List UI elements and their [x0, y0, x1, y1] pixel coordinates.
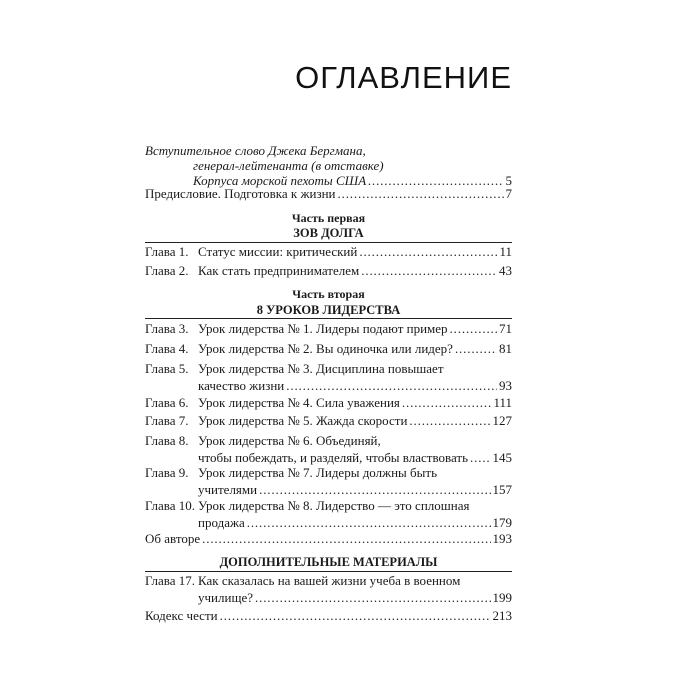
entry-text: Кодекс чести [145, 608, 218, 623]
chapter-title: Урок лидерства № 3. Дисциплина повышает [198, 361, 444, 376]
dot-leader [220, 608, 491, 623]
toc-entry-chapter[interactable] [145, 433, 512, 465]
toc-entry-chapter[interactable] [145, 244, 512, 259]
chapter-title: Урок лидерства № 8. Лидерство — это сплошная [198, 498, 470, 513]
page-number: 179 [492, 515, 512, 530]
page-number: 213 [492, 608, 512, 623]
toc-entry-foreword[interactable] [145, 143, 512, 188]
dot-leader [255, 590, 491, 605]
page-number: 193 [492, 531, 512, 546]
chapter-title: Статус миссии: критический [198, 244, 358, 259]
chapter-title: Урок лидерства № 1. Лидеры подают пример [198, 321, 448, 336]
toc-entry-honor-code[interactable] [145, 608, 512, 623]
extra-materials-title: ДОПОЛНИТЕЛЬНЫЕ МАТЕРИАЛЫ [219, 555, 438, 569]
chapter-label: Глава 10. [145, 498, 196, 513]
page-number: 199 [492, 590, 512, 605]
chapter-label: Глава 2. [145, 263, 189, 278]
page-number: 93 [499, 378, 512, 393]
dot-leader [455, 341, 497, 356]
chapter-label: Глава 4. [145, 341, 189, 356]
page-number: 11 [499, 244, 512, 259]
chapter-title-cont: чтобы побеждать, и разделяй, чтобы властвовать [198, 450, 469, 465]
part-1-label: Часть первая [291, 211, 366, 225]
dot-leader [450, 321, 497, 336]
toc-entry-chapter[interactable] [145, 573, 512, 605]
divider [145, 318, 512, 319]
entry-text: Предисловие. Подготовка к жизни [145, 186, 336, 201]
dot-leader [247, 515, 491, 530]
chapter-title-cont: учителями [198, 482, 258, 497]
foreword-line-2: генерал-лейтенанта (в отставке) [193, 158, 384, 173]
dot-leader [338, 186, 504, 201]
page-number: 71 [499, 321, 512, 336]
page-number: 5 [505, 173, 512, 188]
page-number: 43 [499, 263, 512, 278]
chapter-title: Урок лидерства № 7. Лидеры должны быть [198, 465, 438, 480]
chapter-title: Как сказалась на вашей жизни учеба в военном [198, 573, 461, 588]
dot-leader [359, 244, 497, 259]
dot-leader [470, 450, 490, 465]
dot-leader [286, 378, 497, 393]
chapter-label: Глава 6. [145, 395, 189, 410]
divider [145, 242, 512, 243]
chapter-label: Глава 1. [145, 244, 189, 259]
chapter-title: Урок лидерства № 6. Объединяй, [198, 433, 381, 448]
toc-entry-chapter[interactable] [145, 498, 512, 530]
chapter-title: Урок лидерства № 4. Сила уважения [198, 395, 400, 410]
dot-leader [259, 482, 490, 497]
toc-entry-chapter[interactable] [145, 263, 512, 278]
part-2-title: 8 УРОКОВ ЛИДЕРСТВА [256, 303, 401, 317]
page-number: 111 [493, 395, 512, 410]
toc-entry-chapter[interactable] [145, 395, 512, 410]
chapter-title-cont: продажа [198, 515, 245, 530]
page-number: 81 [499, 341, 512, 356]
chapter-label: Глава 3. [145, 321, 189, 336]
chapter-label: Глава 7. [145, 413, 189, 428]
chapter-title: Как стать предпринимателем [198, 263, 360, 278]
chapter-title: Урок лидерства № 5. Жажда скорости [198, 413, 408, 428]
toc-entry-chapter[interactable] [145, 341, 512, 356]
toc-entry-chapter[interactable] [145, 361, 512, 393]
part-1-title: ЗОВ ДОЛГА [293, 226, 364, 240]
toc-entry-chapter[interactable] [145, 321, 512, 336]
entry-text: Об авторе [145, 531, 201, 546]
dot-leader [202, 531, 490, 546]
toc-entry-chapter[interactable] [145, 413, 512, 428]
divider [145, 571, 512, 572]
page-number: 127 [492, 413, 512, 428]
page-title: ОГЛАВЛЕНИЕ [295, 60, 512, 95]
chapter-title-cont: качество жизни [198, 378, 285, 393]
dot-leader [402, 395, 492, 410]
foreword-line-1: Вступительное слово Джека Бергмана, [145, 143, 366, 158]
chapter-title-cont: училище? [198, 590, 253, 605]
dot-leader [361, 263, 497, 278]
chapter-label: Глава 9. [145, 465, 189, 480]
foreword-line-3: Корпуса морской пехоты США [193, 173, 367, 188]
chapter-label: Глава 5. [145, 361, 189, 376]
chapter-title: Урок лидерства № 2. Вы одиночка или лидер? [198, 341, 453, 356]
toc-entry-about-author[interactable] [145, 531, 512, 546]
chapter-label: Глава 8. [145, 433, 189, 448]
part-2-label: Часть вторая [292, 287, 365, 301]
page-number: 145 [492, 450, 512, 465]
chapter-label: Глава 17. [145, 573, 196, 588]
toc-entry-chapter[interactable] [145, 465, 512, 497]
dot-leader [409, 413, 490, 428]
page-number: 157 [492, 482, 512, 497]
page-number: 7 [505, 186, 512, 201]
toc-entry-preface[interactable] [145, 186, 512, 201]
